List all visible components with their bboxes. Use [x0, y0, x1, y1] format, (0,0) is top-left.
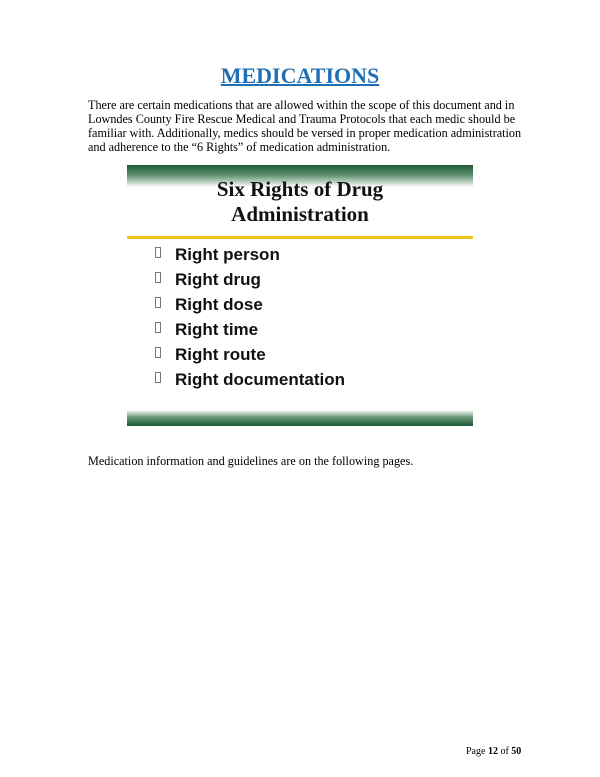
list-item-label: Right documentation — [175, 369, 345, 389]
page-current: 12 — [487, 746, 498, 757]
list-item-label: Right route — [175, 344, 266, 364]
page-prefix: Page — [466, 746, 488, 757]
page-total: 50 — [511, 746, 522, 757]
footer-note: Medication information and guidelines are on the following pages. — [88, 454, 414, 468]
slide-divider — [127, 236, 473, 239]
page-number — [466, 746, 521, 757]
intro-paragraph — [88, 98, 528, 154]
list-item — [155, 367, 345, 392]
list-item — [155, 267, 345, 292]
slide-bottom-bar — [127, 410, 473, 426]
list-item-label: Right time — [175, 319, 259, 339]
bullet-icon — [155, 322, 161, 333]
bullet-icon — [155, 372, 161, 383]
intro-line: familiar with. Additionally, medics should be versed in proper medication administration — [88, 126, 522, 140]
list-item-label: Right drug — [175, 269, 261, 289]
page-sep: of — [497, 746, 512, 757]
page-title: MEDICATIONS — [220, 63, 380, 88]
list-item-label: Right person — [175, 244, 280, 264]
list-item — [155, 317, 345, 342]
intro-line: There are certain medications that are allowed within the scope of this document and in — [88, 98, 515, 112]
rights-list — [155, 242, 345, 392]
slide-title — [127, 177, 473, 227]
list-item-label: Right dose — [175, 294, 263, 314]
six-rights-slide-image — [127, 165, 473, 426]
intro-line: and adherence to the “6 Rights” of medication administration. — [88, 140, 391, 154]
list-item — [155, 242, 345, 267]
bullet-icon — [155, 272, 161, 283]
intro-line: Lowndes County Fire Rescue Medical and Trauma Protocols that each medic should be — [88, 112, 516, 126]
bullet-icon — [155, 297, 161, 308]
list-item — [155, 292, 345, 317]
bullet-icon — [155, 347, 161, 358]
slide-title-line: Six Rights of Drug — [216, 177, 384, 201]
bullet-icon — [155, 247, 161, 258]
slide-title-line: Administration — [231, 202, 369, 226]
list-item — [155, 342, 345, 367]
